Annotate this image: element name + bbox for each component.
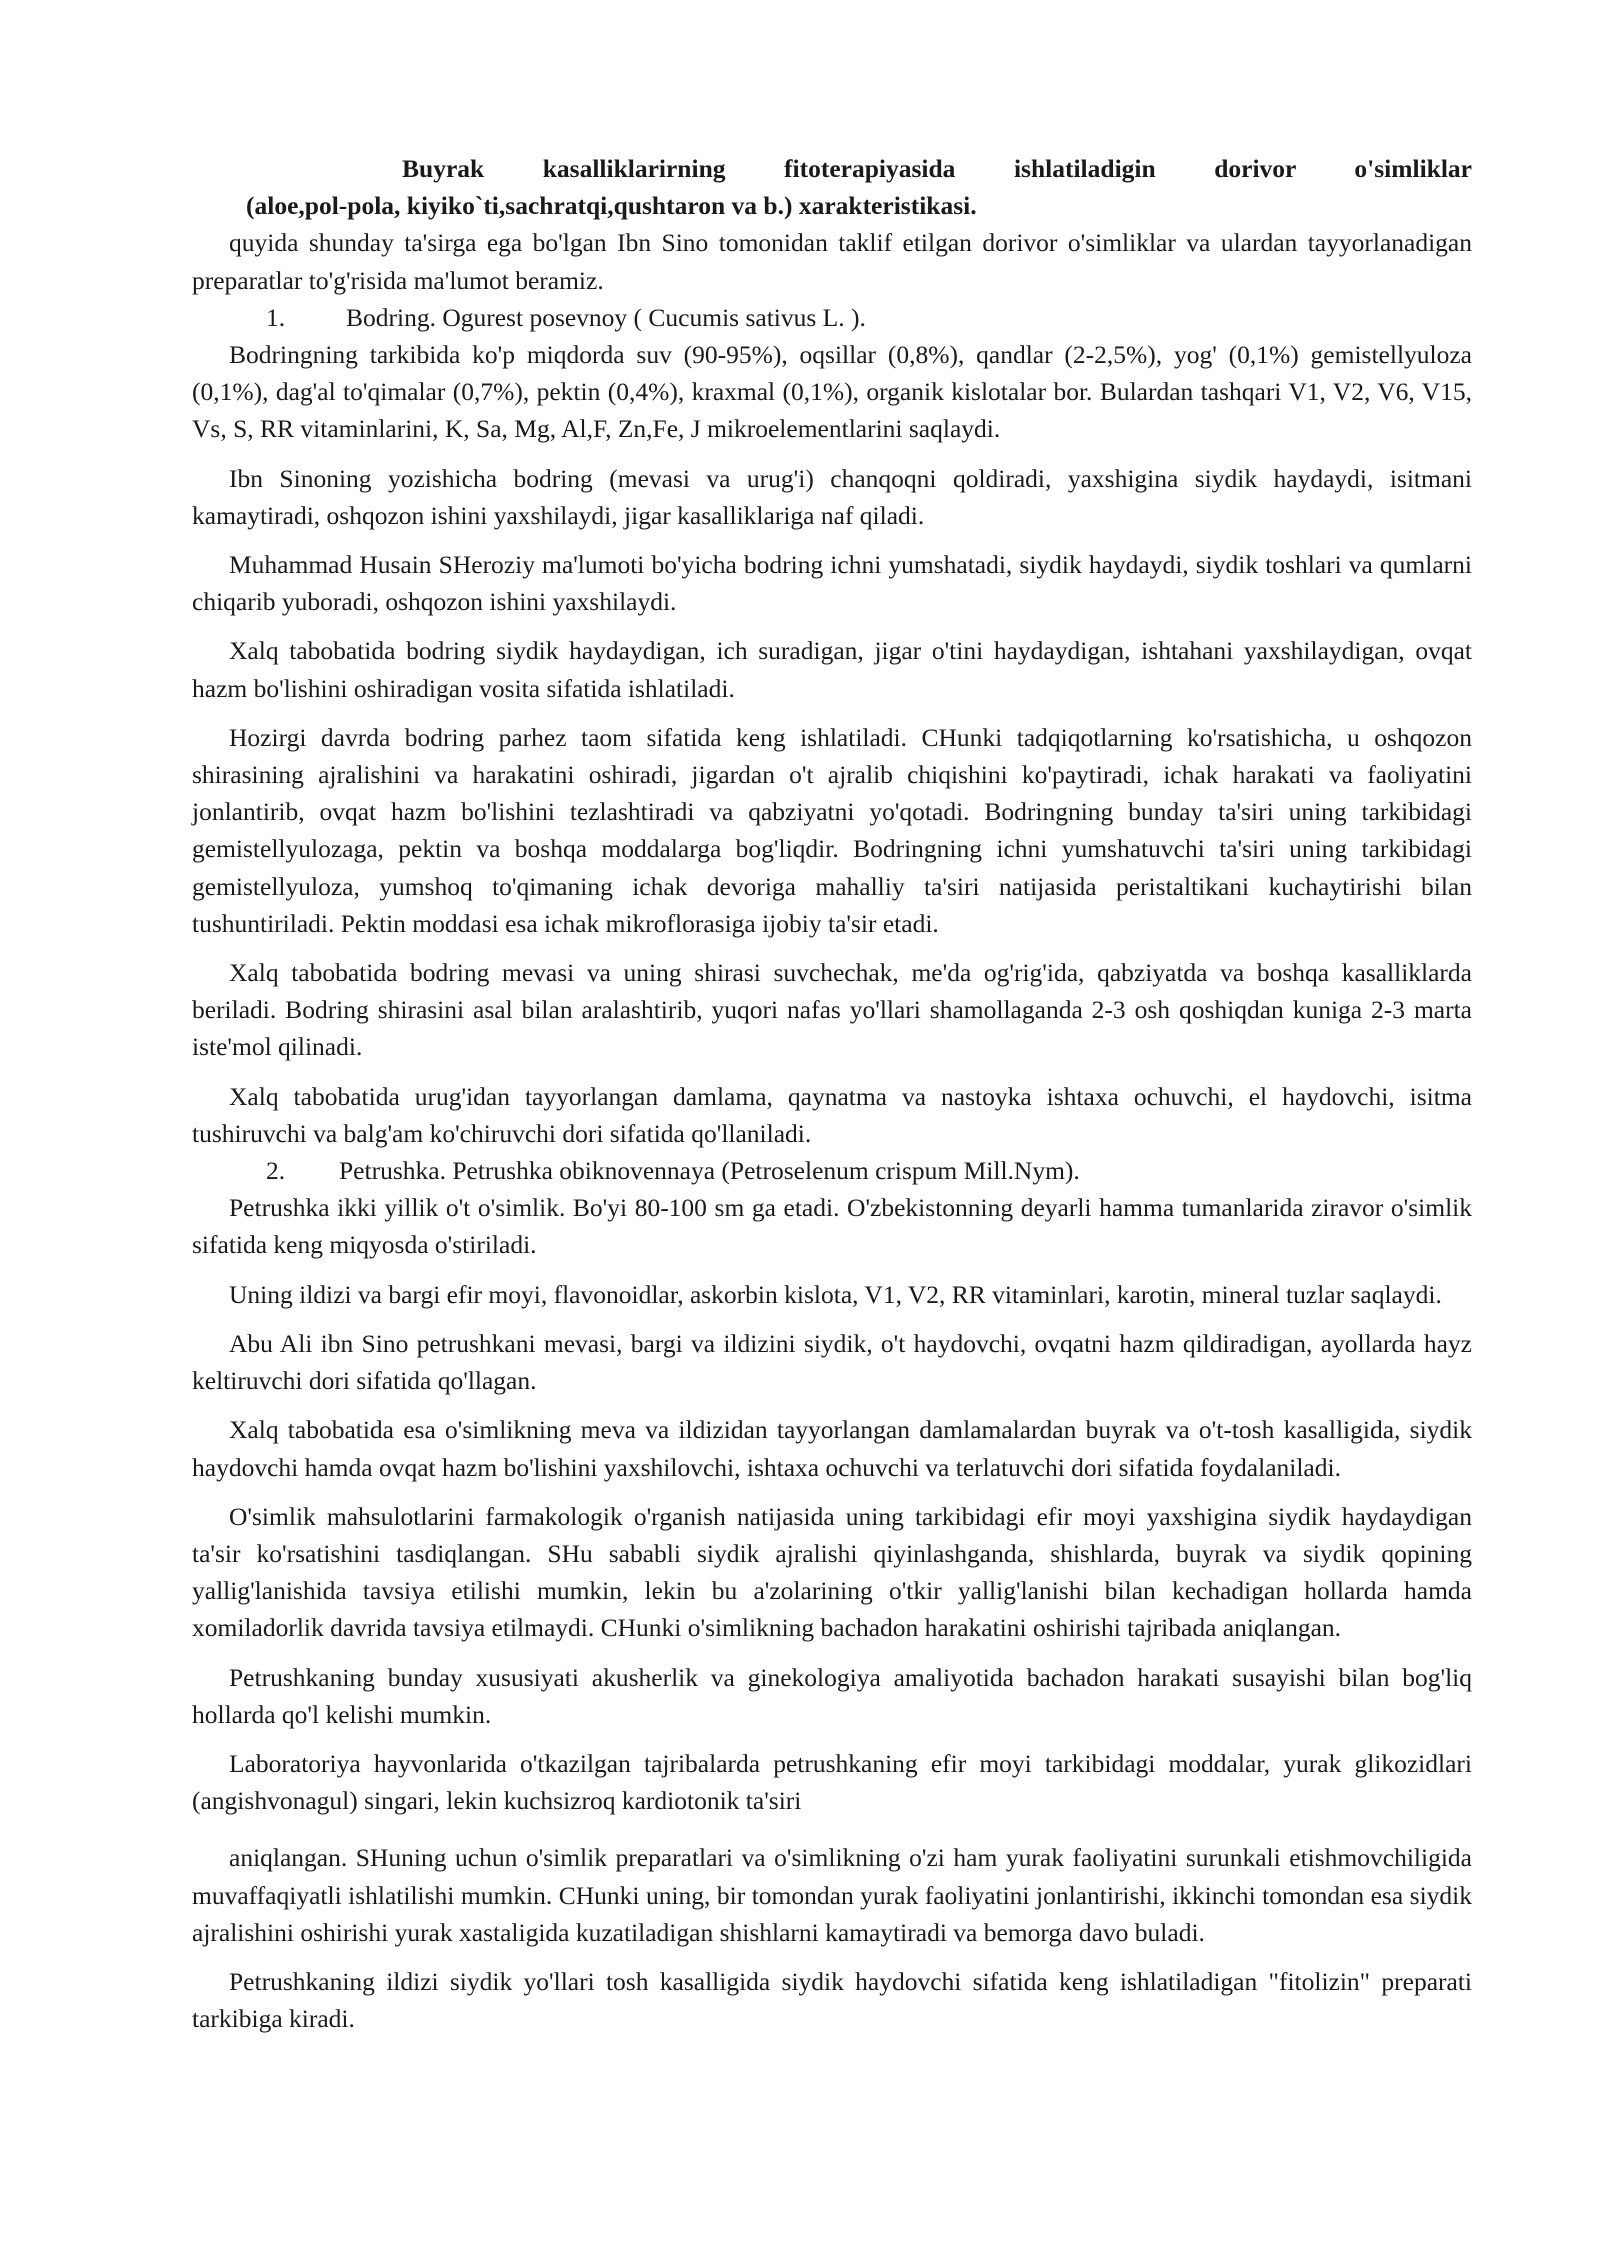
section-1-number: 1. [266, 302, 286, 332]
paragraph: Bodringning tarkibida ko'p miqdorda suv (90-95%), oqsillar (0,8%), qandlar (2-2,5%), yog' (0,1%) gemistellyuloza (0,1%), dag'al to'qimalar (0,7%), pektin (0,4%), kraxmal (0,1%), organik kislotalar bor. Bulardan tashqari V1, V2, V6, V15, Vs, S, RR vitaminlarini, K, Sa, Mg, Al,F, Zn,Fe, J mikroelementlarini saqlaydi. [192, 340, 1472, 444]
intro-paragraph: quyida shunday ta'sirga ega bo'lgan Ibn Sino tomonidan taklif etilgan dorivor o'simliklar va ulardan tayyorlanadigan preparatlar to'g'risida ma'lumot beramiz. [192, 228, 1472, 295]
paragraph: aniqlangan. SHuning uchun o'simlik preparatlari va o'simlikning o'zi ham yurak faoliyatini surunkali etishmovchiligida muvaffaqiyatli ishlatilishi mumkin. CHunki uning, bir tomondan yurak faoliyatini jonlantirishi, ikkinchi tomondan esa siydik ajralishini oshirishi yurak xastaligida kuzatiladigan shishlarni kamaytiradi va bemorga davo buladi. [192, 1843, 1472, 1947]
paragraph: Uning ildizi va bargi efir moyi, flavonoidlar, askorbin kislota, V1, V2, RR vitaminlari, karotin, mineral tuzlar saqlaydi. [229, 1279, 1442, 1309]
document-title-line-1: Buyrak kasalliklarirning fitoterapiyasida ishlatiladigin dorivor o'simliklar [402, 154, 1472, 183]
document-page [192, 150, 1472, 2037]
paragraph: Hozirgi davrda bodring parhez taom sifatida keng ishlatiladi. CHunki tadqiqotlarning ko'rsatishicha, u oshqozon shirasining ajralishini va harakatini oshiradi, jigardan o't ajralib chiqishini ko'paytiradi, ichak harakati va faoliyatini jonlantirib, ovqat hazm bo'lishini tezlashtiradi va qabziyatni yo'qotadi. Bodringning bunday ta'siri uning tarkibidagi gemistellyulozaga, pektin va boshqa moddalarga bog'liqdir. Bodringning ichni yumshatuvchi ta'siri uning tarkibidagi gemistellyuloza, yumshoq to'qimaning ichak devoriga mahalliy ta'siri natijasida peristaltikani kuchaytirishi bilan tushuntiriladi. Pektin moddasi esa ichak mikroflorasiga ijobiy ta'sir etadi. [192, 722, 1472, 938]
paragraph: Xalq tabobatida bodring siydik haydaydigan, ich suradigan, jigar o'tini haydaydigan, ishtahani yaxshilaydigan, ovqat hazm bo'lishini oshiradigan vosita sifatida ishlatiladi. [192, 636, 1472, 703]
paragraph: Petrushkaning bunday xususiyati akusherlik va ginekologiya amaliyotida bachadon harakati susayishi bilan bog'liq hollarda qo'l kelishi mumkin. [192, 1662, 1472, 1729]
paragraph: Ibn Sinoning yozishicha bodring (mevasi va urug'i) chanqoqni qoldiradi, yaxshigina siydik haydaydi, isitmani kamaytiradi, oshqozon ishini yaxshilaydi, jigar kasalliklariga naf qiladi. [192, 463, 1472, 530]
section-1-title: Bodring. Ogurest posevnoy ( Cucumis sativus L. ). [346, 302, 866, 332]
paragraph: Petrushka ikki yillik o't o'simlik. Bo'yi 80-100 sm ga etadi. O'zbekistonning deyarli hamma tumanlarida ziravor o'simlik sifatida keng miqyosda o'stiriladi. [192, 1193, 1472, 1260]
paragraph: Muhammad Husain SHeroziy ma'lumoti bo'yicha bodring ichni yumshatadi, siydik haydaydi, siydik toshlari va qumlarni chiqarib yuboradi, oshqozon ishini yaxshilaydi. [192, 550, 1472, 617]
paragraph: Petrushkaning ildizi siydik yo'llari tosh kasalligida siydik haydovchi sifatida keng ishlatiladigan "fitolizin" preparati tarkibiga kiradi. [192, 1966, 1472, 2034]
paragraph: Xalq tabobatida bodring mevasi va uning shirasi suvchechak, me'da og'rig'ida, qabziyatda va boshqa kasalliklarda beriladi. Bodring shirasini asal bilan aralashtirib, yuqori nafas yo'llari shamollaganda 2-3 osh qoshiqdan kuniga 2-3 marta iste'mol qilinadi. [192, 958, 1472, 1062]
paragraph: Xalq tabobatida esa o'simlikning meva va ildizidan tayyorlangan damlamalardan buyrak va o't-tosh kasalligida, siydik haydovchi hamda ovqat hazm bo'lishini yaxshilovchi, ishtaxa ochuvchi va terlatuvchi dori sifatida foydalaniladi. [192, 1415, 1472, 1482]
paragraph: O'simlik mahsulotlarini farmakologik o'rganish natijasida uning tarkibidagi efir moyi yaxshigina siydik haydaydigan ta'sir ko'rsatishini tasdiqlangan. SHu sababli siydik ajralishi qiyinlashganda, shishlarda, buyrak va siydik qopining yallig'lanishida tavsiya etilishi mumkin, lekin bu a'zolarining o'tkir yallig'lanishi bilan kechadigan hollarda hamda xomiladorlik davrida tavsiya etilmaydi. CHunki o'simlikning bachadon harakatini oshirishi tajribada aniqlangan. [192, 1501, 1472, 1643]
paragraph: Abu Ali ibn Sino petrushkani mevasi, bargi va ildizini siydik, o't haydovchi, ovqatni hazm qildiradigan, ayollarda hayz keltiruvchi dori sifatida qo'llagan. [192, 1328, 1472, 1396]
section-2-heading [192, 1152, 1472, 1189]
paragraph: Xalq tabobatida urug'idan tayyorlangan damlama, qaynatma va nastoyka ishtaxa ochuvchi, el haydovchi, isitma tushiruvchi va balg'am ko'chiruvchi dori sifatida qo'llaniladi. [192, 1081, 1472, 1148]
document-title-line-2: (aloe,pol-pola, kiyiko`ti,sachratqi,qushtaron va b.) xarakteristikasi. [246, 191, 977, 221]
section-2-number: 2. [266, 1156, 286, 1186]
paragraph: Laboratoriya hayvonlarida o'tkazilgan tajribalarda petrushkaning efir moyi tarkibidagi moddalar, yurak glikozidlari (angishvonagul) singari, lekin kuchsizroq kardiotonik ta'siri [192, 1748, 1472, 1816]
section-1-heading [192, 299, 1472, 336]
section-2-title: Petrushka. Petrushka obiknovennaya (Petroselenum crispum Mill.Nym). [339, 1156, 1080, 1186]
